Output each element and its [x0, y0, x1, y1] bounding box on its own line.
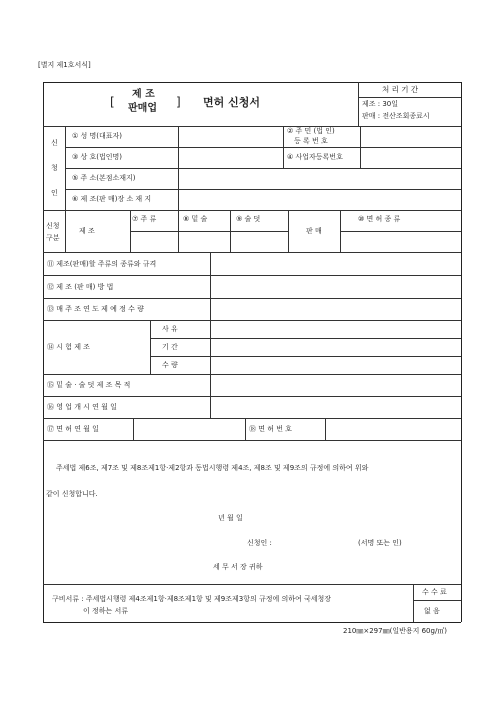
addressee: 세 무 서 장 귀하 — [213, 563, 263, 571]
fee-left-divider — [413, 584, 414, 622]
category-side-label-2: 구분 — [46, 234, 60, 242]
rule-275 — [43, 275, 461, 276]
category-koji: ⑧ 밑 술 — [183, 215, 208, 223]
frame-bottom — [43, 622, 461, 623]
processing-sale: 판매 : 전산조회종료시 — [362, 112, 430, 120]
category-side-divider — [65, 210, 66, 252]
rrn-label-line1: ② 주 민 (법 인) — [287, 127, 335, 135]
applicant-sign-label: 신청인 : — [247, 539, 272, 547]
name-label: ① 성 명(대표자) — [72, 132, 122, 140]
sign-note: (서명 또는 인) — [358, 539, 402, 547]
rows-label-divider — [210, 252, 211, 320]
fee-label: 수 수 료 — [422, 588, 447, 596]
row-11-label: ⑪ 제조(판매)할 주류의 종류와 규격 — [47, 260, 157, 268]
applicant-side-label-2: 청 — [51, 164, 58, 172]
row14-divider-1 — [150, 320, 151, 374]
title-bracket-open: [ — [110, 95, 115, 109]
category-mid-rule-right — [340, 231, 461, 232]
row-13-label: ⑬ 매 주 조 연 도 제 예 정 수 량 — [47, 305, 144, 313]
processing-box-left — [358, 82, 359, 126]
rrn-label-line2: 등 록 번 호 — [294, 137, 328, 145]
row-14-reason: 사 유 — [162, 325, 178, 333]
applicant-side-divider — [65, 126, 66, 210]
rows15-16-divider — [210, 374, 211, 418]
applicant-side-label-3: 인 — [51, 189, 58, 197]
title-manufacture: 제 조 — [132, 89, 155, 100]
applicant-side-label-1: 신 — [51, 139, 58, 147]
frame-right — [461, 82, 462, 622]
applicant-mid-divider-3 — [360, 126, 361, 168]
rule-189 — [65, 189, 461, 190]
rule-320 — [43, 320, 461, 321]
rule-396 — [43, 396, 461, 397]
category-mid-rule — [130, 231, 288, 232]
rule-584 — [43, 584, 461, 585]
rule-252 — [43, 252, 461, 253]
applicant-mid-divider-2 — [283, 126, 284, 168]
rule-168 — [65, 168, 461, 169]
processing-period-header: 처 리 기 간 — [382, 85, 419, 94]
row-16-label: ⑯ 영 업 개 시 연 월 일 — [47, 403, 117, 411]
rule-210 — [43, 210, 461, 211]
title-sale: 판매업 — [128, 103, 157, 114]
row-14-label: ⑭ 시 험 제 조 — [47, 343, 90, 351]
row-15-label: ⑮ 밑 술 · 술 덧 제 조 목 적 — [47, 381, 131, 389]
documents-line2: 이 정하는 서류 — [83, 607, 129, 615]
row18-divider — [325, 418, 326, 440]
row14-divider-2 — [210, 320, 211, 374]
category-side-label-1: 신청 — [46, 222, 60, 230]
category-sale: 판 매 — [306, 227, 322, 235]
statement-line2: 같이 신청합니다. — [46, 490, 98, 498]
address-label: ⑤ 주 소(본점소재지) — [72, 174, 136, 182]
category-yeast: ⑨ 술 덧 — [236, 215, 261, 223]
documents-line1: 구비서류 : 주세법시행령 제4조제1항·제8조제1항 및 제9조제3항의 규정에 의하여 국세청장 — [52, 595, 332, 603]
row-14-period: 기 간 — [162, 343, 178, 351]
category-manufacture: 제 조 — [79, 227, 95, 235]
rule-418 — [43, 418, 461, 419]
applicant-mid-divider-1 — [178, 126, 179, 210]
category-sale-divider — [340, 210, 341, 252]
row-18-label: ⑱ 면 허 번 호 — [249, 425, 292, 433]
rule-440 — [43, 440, 461, 441]
rule-row14-sub-2 — [150, 356, 461, 357]
category-liquor: ⑦ 주 류 — [132, 215, 157, 223]
row-17-label: ⑰ 면 허 연 월 일 — [47, 425, 99, 433]
title-bracket-close: ] — [176, 95, 181, 109]
processing-box-divider — [358, 97, 461, 98]
rule-147 — [65, 147, 461, 148]
fee-value: 없 음 — [424, 607, 440, 615]
rule-row14-sub-1 — [150, 338, 461, 339]
category-manufacture-divider — [130, 210, 131, 252]
row17-divider-1 — [133, 418, 134, 440]
processing-manufacture: 제조 : 30일 — [362, 100, 399, 108]
rule-126 — [43, 126, 461, 127]
category-license-type: ⑩ 면 허 종 류 — [358, 215, 401, 223]
rule-298 — [43, 298, 461, 299]
row17-divider-2 — [245, 418, 246, 440]
frame-left — [43, 82, 44, 622]
form-number: [별지 제1호서식] — [38, 61, 91, 69]
category-koji-divider — [230, 210, 231, 252]
bizno-label: ④ 사업자등록번호 — [287, 153, 343, 161]
fee-divider — [413, 600, 461, 601]
page-title: 면허 신청서 — [203, 96, 260, 109]
statement-line1: 주세법 제6조, 제7조 및 제8조제1항·제2항과 동법시행령 제4조, 제8조 및 제9조의 규정에 의하여 위와 — [56, 464, 369, 472]
frame-top — [43, 82, 461, 83]
date-line: 년 월 일 — [218, 514, 243, 522]
category-yeast-divider — [288, 210, 289, 252]
row-12-label: ⑫ 제 조 (판 매) 방 법 — [47, 283, 114, 291]
site-label: ⑥ 제 조(판 매)장 소 재 지 — [72, 195, 152, 203]
row-14-quantity: 수 량 — [162, 361, 178, 369]
company-label: ③ 상 호(법인명) — [72, 153, 122, 161]
category-liquor-divider — [178, 210, 179, 252]
rule-374 — [43, 374, 461, 375]
paper-size-note: 210㎜×297㎜(일반용지 60g/㎡) — [343, 627, 448, 635]
